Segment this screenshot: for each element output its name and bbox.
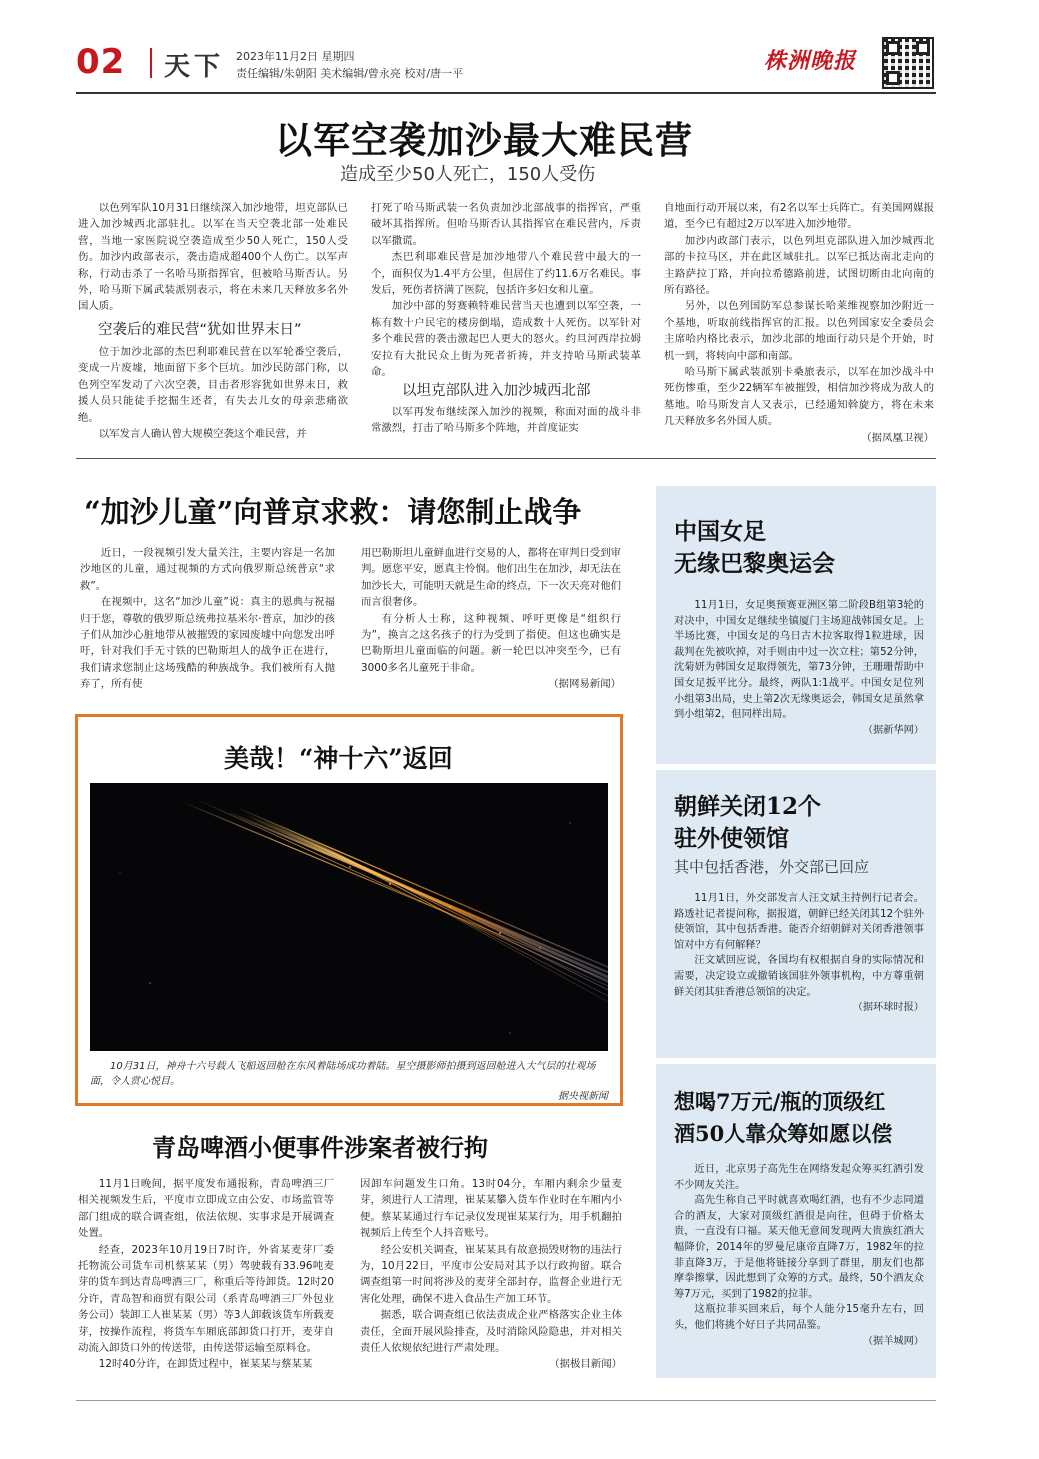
- sidebar-story1-source: （据新华网）: [862, 724, 924, 736]
- paragraph: 汪文斌回应说，各国均有权根据自身的实际情况和需要，决定设立或撤销该国驻外领事机构，中方尊重朝鲜关闭其驻香港总领馆的决定。: [674, 955, 924, 998]
- caption-text: 10月31日，神舟十六号载人飞船返回舱在东风着陆场成功着陆。星空摄影师拍摄到返回舱进入大气层的壮观场面，令人赏心悦目。: [90, 1061, 596, 1087]
- paragraph: 这瓶拉菲买回来后，每个人能分15毫升左右，回头，他们将挑个好日子共同品鉴。: [674, 1304, 924, 1331]
- paragraph: 在视频中，这名“加沙儿童”说：真主的恩典与祝福归于您，尊敬的俄罗斯总统弗拉基米尔·普京，加沙的孩子们从加沙心脏地带从被摧毁的家园废墟中向您发出呼吁，针对我们手无寸铁的巴勒斯坦人的战争正在进行，我们请求您制止这场残酷的种族战争。我们被所有人抛弃了，所有使: [80, 596, 335, 691]
- issue-date: 2023年11月2日 星期四: [236, 50, 355, 63]
- paragraph: 另外，以色列国防军总参谋长哈莱维视察加沙附近一个基地，听取前线指挥官的汇报。以色列国家安全委员会主席哈内格比表示，加沙北部的地面行动只是个开始，时机一到，将转向中部和南部。: [664, 300, 934, 362]
- page-number: 02: [76, 42, 126, 82]
- sidebar-divider: [656, 764, 936, 770]
- title-line: 驻外使领馆: [674, 825, 789, 852]
- paragraph: 以色列军队10月31日继续深入加沙地带，坦克部队已进入加沙城西北部驻扎。以军在当天空袭北部一处难民营，当地一家医院说空袭造成至少50人死亡，150人受伤。加沙内政部表示，袭击造成超400个人伤亡。以军声称，行动击杀了一名哈马斯指挥官，但被哈马斯否认。另外，哈马斯下属武装派别表示，将在未来几天释放多名外国人质。: [78, 202, 348, 313]
- sidebar-story3-body: [674, 1162, 924, 1349]
- header-rule: [76, 92, 936, 94]
- article3-title: 青岛啤酒小便事件涉案者被行拘: [152, 1133, 488, 1162]
- paragraph: 经查，2023年10月19日7时许，外省某麦芽厂委托物流公司货车司机蔡某某（男）驾驶载有33.96吨麦芽的货车到达青岛啤酒三厂，称重后等待卸货。12时20分许，青岛智和商贸有限公司（系青岛啤酒三厂外包业务公司）装卸工人崔某某（男）等3人卸载该货车所载麦芽，按操作流程，将货车车厢底部卸货口打开，麦芽自动流入卸货口外的传送带，由传送带运输至原料仓。: [78, 1243, 334, 1355]
- paragraph: 经公安机关调查，崔某某具有故意损毁财物的违法行为，10月22日，平度市公安局对其予以行政拘留。联合调查组第一时间将涉及的麦芽全部封存，监督企业进行无害化处理，确保不进入食品生产加工环节。: [360, 1243, 622, 1305]
- paragraph: 11月1日，女足奥预赛亚洲区第二阶段B组第3轮的对决中，中国女足继续坐镇厦门主场迎战韩国女足。上半场比赛，中国女足的乌日古木拉客取得1粒进球，因裁判在先被吹掉，对手则由中过一次立柱；第52分钟，沈菊妍为韩国女足取得领先，第73分钟，王珊珊帮助中国女足扳平比分。最终，两队1:1战平。中国女足位列小组第3出局，史上第2次无缘奥运会，韩国女足虽然拿到小组第2，但同样出局。: [674, 600, 924, 721]
- paragraph: 杰巴利耶难民营是加沙地带八个难民营中最大的一个，面积仅为1.4平方公里，但居住了约11.6万名难民。事发后，死伤者挤满了医院，包括许多妇女和儿童。: [371, 251, 641, 297]
- section-name: 天下: [164, 52, 225, 82]
- sidebar-story3-title: [674, 1086, 892, 1150]
- title-line: 想喝7万元/瓶的顶级红: [674, 1089, 886, 1114]
- paragraph: 以军发言人确认曾大规模空袭这个难民营，并: [98, 428, 307, 441]
- paragraph: 近日，北京男子高先生在网络发起众筹买红酒引发不少网友关注。: [674, 1164, 924, 1191]
- paragraph: 高先生称自己平时就喜欢喝红酒，也有不少志同道合的酒友，大家对顶级红酒很是向往，但碍于价格太贵，一直没有口福。某天他无意间发现两大贵族红酒大幅降价，2014年的罗曼尼康帝直降7万，1982年的拉菲直降3万，于是他将链接分享到了群里，朋友们也都摩拳擦掌，因此想到了众筹的方式。最终，50个酒友众筹7万元，买到了1982的拉菲。: [674, 1195, 924, 1300]
- paragraph: 自地面行动开展以来，有2名以军士兵阵亡。有美国网媒报道，至今已有超过2万以军进入加沙地带。: [664, 202, 934, 231]
- paragraph: 据悉，联合调查组已依法责成企业严格落实企业主体责任，全面开展风险排查，及时消除风险隐患，并对相关责任人依规依纪进行严肃处理。: [360, 1309, 622, 1355]
- paragraph: 用巴勒斯坦儿童鲜血进行交易的人，都将在审判日受到审判。愿您平安，愿真主怜悯。他们出生在加沙，却无法在加沙长大，可能明天就是生命的终点，下一次天亮对他们而言很奢侈。: [361, 547, 621, 609]
- article1-subhead-1: 空袭后的难民营“犹如世界末日”: [98, 322, 302, 338]
- article1-column-2b: [371, 404, 641, 437]
- article1-column-1b: [78, 344, 348, 442]
- capsule-reentry-image: [90, 783, 608, 1051]
- masthead: [76, 34, 936, 94]
- qr-finder-icon: [886, 41, 900, 55]
- paragraph: 近日，一段视频引发大量关注，主要内容是一名加沙地区的儿童，通过视频的方式向俄罗斯总统普京“求救”。: [80, 547, 335, 592]
- article1-title: 以军空袭加沙最大难民营: [275, 118, 693, 162]
- article2-column-1: [80, 545, 335, 693]
- article1-subtitle: 造成至少50人死亡，150人受伤: [340, 164, 596, 185]
- article1-column-3: [664, 200, 934, 446]
- paragraph: 加沙中部的努赛赖特难民营当天也遭到以军空袭，一栋有数十户民宅的楼房倒塌，造成数十人死伤。以军针对多个难民营的袭击激起巴人更大的怒火。约旦河西岸拉姆安拉有大批民众上街为死者祈祷，并支持哈马斯武装革命。: [371, 300, 641, 379]
- footer-rule: [76, 1400, 936, 1401]
- paragraph: 加沙内政部门表示，以色列坦克部队进入加沙城西北部的卡拉马区，并在此区域驻扎。以军已抵达南北走向的主路萨拉丁路，并向拉希德路前进，试图切断由北向南的所有路径。: [664, 234, 934, 297]
- right-sidebar: [656, 486, 936, 1378]
- qr-finder-icon: [916, 41, 930, 55]
- title-line: 中国女足: [674, 518, 766, 545]
- sidebar-story1-title: [674, 516, 835, 580]
- paragraph: 哈马斯下属武装派别卡桑旅表示，以军在加沙战斗中死伤惨重，至少22辆军车被摧毁，相信加沙将成为敌人的墓地。哈马斯发言人又表示，已经通知斡旋方，将在未来几天释放多名外国人质。: [664, 366, 934, 428]
- photo-source: 据央视新闻: [558, 1091, 608, 1102]
- reentry-photo: [90, 783, 608, 1051]
- paragraph: 因卸车问题发生口角。13时04分，车厢内剩余少量麦芽，须进行人工清理，崔某某攀入货车作业时在车厢内小便。蔡某某通过行车记录仪发现崔某某行为，用手机翻拍视频后上传至个人抖音账号。: [360, 1178, 622, 1240]
- paragraph: 有分析人士称，这种视频、呼吁更像是“组织行为”，换言之这名孩子的行为受到了指使。但这也确实是巴勒斯坦儿童面临的问题。新一轮巴以冲突至今，已有3000多名儿童死于非命。: [361, 612, 621, 674]
- title-line: 酒50人靠众筹如愿以偿: [674, 1121, 893, 1146]
- sidebar-story2-subtitle: 其中包括香港，外交部已回应: [674, 858, 870, 876]
- article1-source: （据凤凰卫视）: [861, 431, 934, 444]
- sidebar-divider: [656, 1058, 936, 1064]
- paragraph: 打死了哈马斯武装一名负责加沙北部战事的指挥官，严重破坏其指挥所。但哈马斯否认其指挥官在难民营内，斥责以军撒谎。: [371, 202, 641, 247]
- article2-column-2: [361, 545, 621, 693]
- sidebar-story2-source: （据环球时报）: [852, 1002, 924, 1014]
- paragraph: 以军再发布继续深入加沙的视频，称面对面的战斗非常激烈，打击了哈马斯多个阵地，并首度证实: [371, 406, 641, 435]
- article3-source: （据极目新闻）: [549, 1358, 622, 1371]
- qr-code-icon[interactable]: [882, 37, 934, 89]
- photo-feature-title: 美哉！“神十六”返回: [224, 744, 453, 773]
- title-line: 朝鲜关闭12个: [674, 793, 822, 820]
- paragraph: 11月1日晚间，据平度发布通报称，青岛啤酒三厂相关视频发生后，平度市立即成立由公安、市场监管等部门组成的联合调查组，依法依规、实事求是开展调查处置。: [78, 1178, 334, 1240]
- sidebar-story2-body: [674, 891, 924, 1016]
- sidebar-story1-body: [674, 598, 924, 738]
- photo-caption: [90, 1059, 608, 1104]
- paragraph: 位于加沙北部的杰巴利耶难民营在以军轮番空袭后，变成一片废墟，地面留下多个巨坑。加沙民防部门称，以色列空军发动了六次空袭，目击者形容犹如世界末日，救援人员只能徒手挖掘生还者，有失去儿女的母亲悲痛欲绝。: [78, 346, 348, 424]
- section-divider: [76, 458, 936, 459]
- newspaper-logo: 株洲晚报: [764, 48, 857, 74]
- article1-column-2: [371, 200, 641, 380]
- section-divider: [150, 48, 152, 78]
- photo-feature-box: [75, 714, 623, 1106]
- paragraph: 12时40分许，在卸货过程中，崔某某与蔡某某: [98, 1358, 313, 1371]
- article1-subhead-2: 以坦克部队进入加沙城西北部: [402, 383, 591, 399]
- title-line: 无缘巴黎奥运会: [674, 550, 835, 577]
- sidebar-story2-title: [674, 791, 821, 855]
- qr-finder-icon: [886, 71, 900, 85]
- paragraph: 11月1日，外交部发言人汪文斌主持例行记者会。路透社记者提问称，据报道，朝鲜已经关闭其12个驻外使领馆，其中包括香港。能否介绍朝鲜对关闭香港领事馆对中方有何解释？: [674, 893, 924, 951]
- article2-title: “加沙儿童”向普京求救：请您制止战争: [84, 495, 582, 529]
- article1-column-1: [78, 200, 348, 315]
- article3-column-2: [360, 1176, 622, 1373]
- article2-source: （据网易新闻）: [548, 678, 621, 691]
- sidebar-story3-source: （据羊城网）: [862, 1335, 924, 1347]
- article3-column-1: [78, 1176, 334, 1373]
- editors-credit: 责任编辑/朱朝阳 美术编辑/曾永亮 校对/唐一平: [236, 67, 464, 80]
